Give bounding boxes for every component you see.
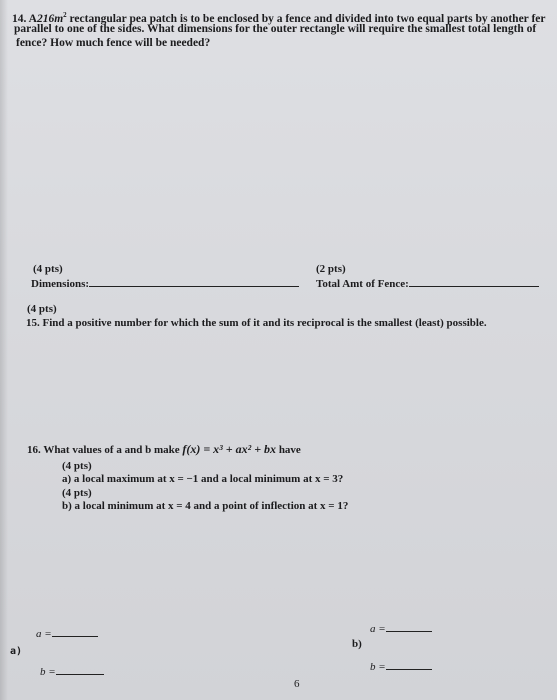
q15-points: (4 pts) <box>27 303 57 315</box>
q14-fence-label: Total Amt of Fence: <box>316 276 539 290</box>
q14-fence-points: (2 pts) <box>316 263 346 275</box>
answer-b-a: a = <box>370 621 432 635</box>
q14-line1: 14. $A216m^2$ rectangular pea patch is to be enclosed by a fence and divided into two equal parts by another fer <box>12 11 546 25</box>
answer-b-b-line[interactable] <box>386 659 432 670</box>
q16-function: f(x) = x³ + ax² + bx <box>182 442 277 456</box>
answer-a-a-line[interactable] <box>52 626 98 637</box>
q15-number: 15. <box>26 317 40 329</box>
q14-number: 14. <box>12 12 27 25</box>
q14-line3: fence? How much fence will be needed? <box>16 37 211 49</box>
dimensions-answer-line[interactable] <box>89 276 299 287</box>
answer-b-a-line[interactable] <box>386 621 432 632</box>
answer-a-b-line[interactable] <box>56 664 104 675</box>
q16a-text: a) a local maximum at x = −1 and a local minimum at x = 3? <box>62 473 344 485</box>
q16-number: 16. <box>27 444 41 456</box>
q14-line2: parallel to one of the sides. What dimensions for the outer rectangle will require the smallest total length of <box>14 23 537 35</box>
part-b-label: b) <box>352 638 362 650</box>
q15-line: 15. Find a positive number for which the sum of it and its reciprocal is the smallest (least) possible. <box>26 317 487 329</box>
q14-dimensions-points: (4 pts) <box>33 263 63 275</box>
q14-dimensions-label: Dimensions: <box>31 276 299 290</box>
fence-answer-line[interactable] <box>409 276 539 287</box>
answer-b-b: b = <box>370 659 432 673</box>
page-fold-shadow <box>0 0 8 700</box>
q16-line: 16. What values of a and b make f(x) = x³ + ax² + bx have <box>27 442 301 456</box>
answer-a-b: b = <box>40 664 104 678</box>
q16a-points: (4 pts) <box>62 460 92 472</box>
answer-a-a: a = <box>36 626 98 640</box>
part-a-label: a) <box>10 646 23 657</box>
page-number: 6 <box>294 678 300 690</box>
q16b-text: b) a local minimum at x = 4 and a point of inflection at x = 1? <box>62 500 349 512</box>
q16b-points: (4 pts) <box>62 487 92 499</box>
